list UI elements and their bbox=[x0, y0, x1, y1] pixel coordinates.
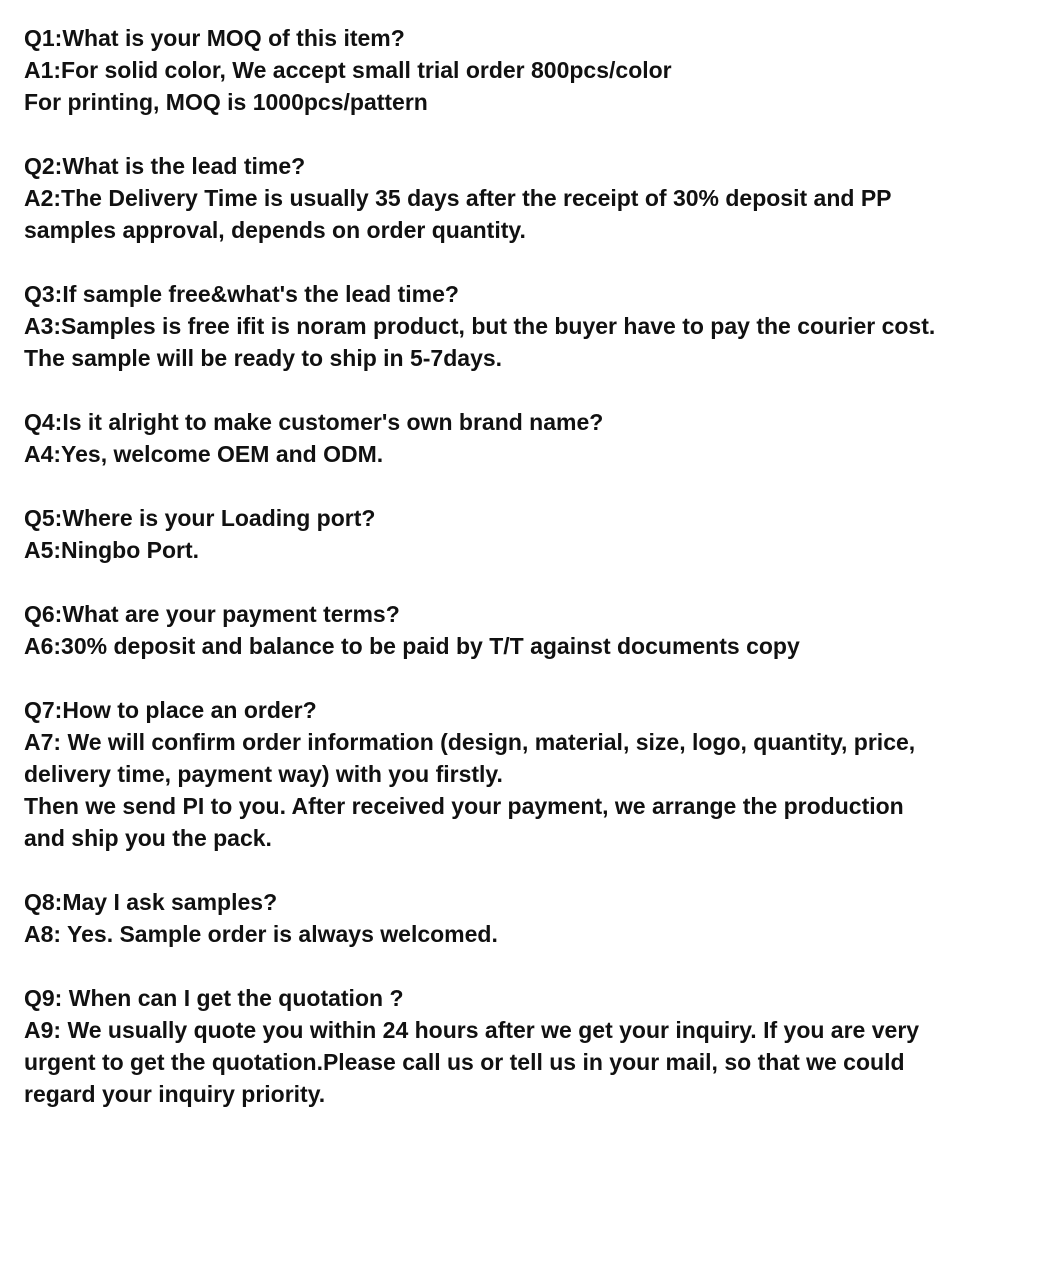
faq-answer-line: A5:Ningbo Port. bbox=[24, 537, 200, 563]
faq-item bbox=[24, 22, 935, 118]
faq-answer-line: A9: We usually quote you within 24 hours after we get your inquiry. If you are very bbox=[24, 1017, 920, 1043]
faq-item bbox=[24, 150, 935, 246]
faq-question: Q2:What is the lead time? bbox=[24, 153, 306, 179]
faq-item bbox=[24, 886, 935, 950]
faq-answer-line: A8: Yes. Sample order is always welcomed. bbox=[24, 921, 498, 947]
faq-answer-line: A1:For solid color, We accept small trial order 800pcs/color bbox=[24, 57, 672, 83]
faq-answer-line: urgent to get the quotation.Please call us or tell us in your mail, so that we could bbox=[24, 1049, 905, 1075]
faq-item bbox=[24, 502, 935, 566]
faq-answer-line: For printing, MOQ is 1000pcs/pattern bbox=[24, 89, 428, 115]
faq-document bbox=[24, 22, 935, 1142]
faq-answer-line: A3:Samples is free ifit is noram product, but the buyer have to pay the courier cost. bbox=[24, 313, 936, 339]
faq-question: Q6:What are your payment terms? bbox=[24, 601, 400, 627]
faq-question: Q7:How to place an order? bbox=[24, 697, 317, 723]
faq-question: Q1:What is your MOQ of this item? bbox=[24, 25, 405, 51]
faq-answer-line: The sample will be ready to ship in 5-7days. bbox=[24, 345, 503, 371]
faq-question: Q4:Is it alright to make customer's own brand name? bbox=[24, 409, 604, 435]
faq-question: Q3:If sample free&what's the lead time? bbox=[24, 281, 459, 307]
faq-item bbox=[24, 278, 935, 374]
faq-item bbox=[24, 982, 935, 1110]
faq-question: Q9: When can I get the quotation ? bbox=[24, 985, 404, 1011]
faq-item bbox=[24, 694, 935, 854]
faq-question: Q8:May I ask samples? bbox=[24, 889, 278, 915]
faq-item bbox=[24, 598, 935, 662]
faq-answer-line: A4:Yes, welcome OEM and ODM. bbox=[24, 441, 384, 467]
faq-answer-line: delivery time, payment way) with you firstly. bbox=[24, 761, 503, 787]
faq-answer-line: and ship you the pack. bbox=[24, 825, 272, 851]
faq-answer-line: regard your inquiry priority. bbox=[24, 1081, 326, 1107]
faq-question: Q5:Where is your Loading port? bbox=[24, 505, 376, 531]
faq-item bbox=[24, 406, 935, 470]
faq-answer-line: A6:30% deposit and balance to be paid by T/T against documents copy bbox=[24, 633, 800, 659]
faq-answer-line: A2:The Delivery Time is usually 35 days after the receipt of 30% deposit and PP bbox=[24, 185, 892, 211]
faq-answer-line: A7: We will confirm order information (design, material, size, logo, quantity, price, bbox=[24, 729, 916, 755]
faq-answer-line: Then we send PI to you. After received your payment, we arrange the production bbox=[24, 793, 904, 819]
faq-answer-line: samples approval, depends on order quantity. bbox=[24, 217, 526, 243]
